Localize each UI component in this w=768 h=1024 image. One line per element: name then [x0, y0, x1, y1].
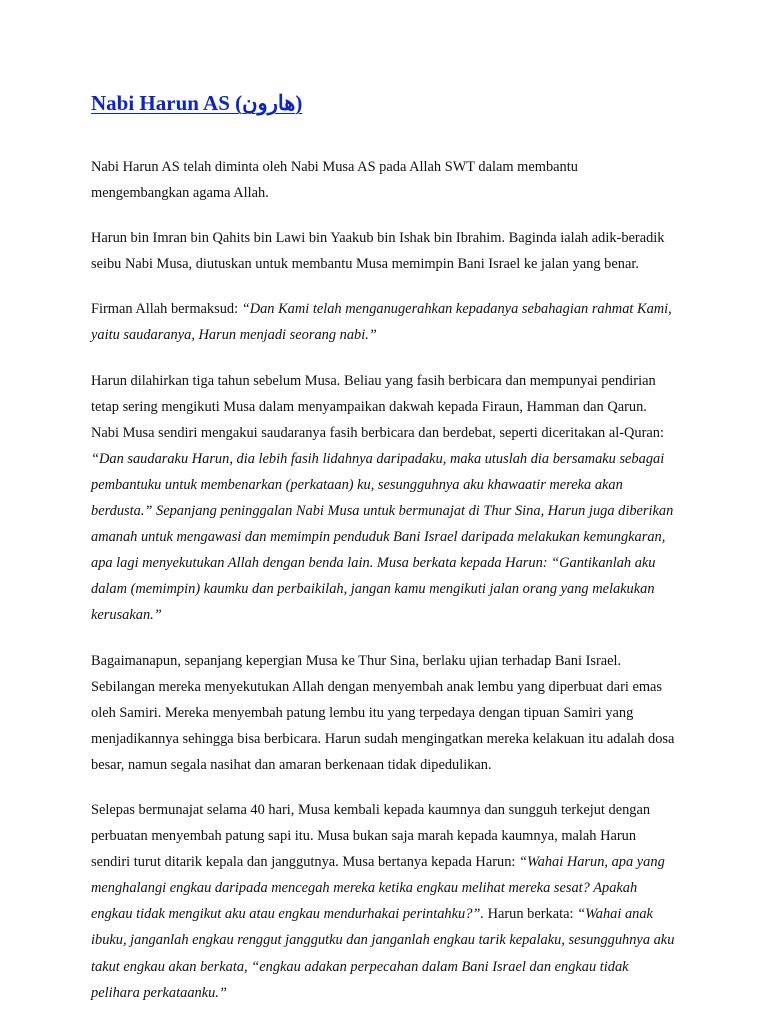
- document-title-link[interactable]: Nabi Harun AS (هارون): [91, 91, 303, 115]
- paragraph-6-text-harun: Harun berkata:: [484, 906, 578, 923]
- paragraph-6-quote-musa: “Wahai Harun, apa yang menghalangi engkau daripada mencegah mereka ketika engkau melihat mereka sesat? Apakah engkau tidak mengikut aku atau engkau mendurhakai perintahku?”.: [91, 854, 665, 923]
- paragraph-2-text: Harun bin Imran bin Qahits bin Lawi bin Yaakub bin Ishak bin Ibrahim. Baginda ialah adik-beradik seibu Nabi Musa, diutuskan untuk membantu Musa memimpin Bani Israel ke jalan yang benar.: [91, 230, 665, 273]
- paragraph-4-quote: “Dan saudaraku Harun, dia lebih fasih lidahnya daripadaku, maka utuslah dia bersamaku sebagai pembantuku untuk membenarkan (perkataan) ku, sesungguhnya aku khawaatir mereka akan berdusta.” Sepanjang peninggalan Nabi Musa untuk bermunajat di Thur Sina, Harun juga diberikan amanah untuk mengawasi dan memimpin penduduk Bani Israel daripada melakukan kemungkaran, apa lagi menyekutukan Allah dengan benda lain. Musa berkata kepada Harun: “Gantikanlah aku dalam (memimpin) kaumku dan perbaikilah, jangan kamu mengikuti jalan orang yang melakukan kerusakan.”: [91, 450, 674, 624]
- paragraph-5-text: Bagaimanapun, sepanjang kepergian Musa ke Thur Sina, berlaku ujian terhadap Bani Israel. Sebilangan mereka menyekutukan Allah dengan menyembah anak lembu yang diperbuat dari emas oleh Samiri. Mereka menyembah patung lembu itu yang terpedaya dengan tipuan Samiri yang menjadikannya sehingga bisa berbicara. Harun sudah mengingatkan mereka kelakuan itu adalah dosa besar, namun segala nasihat dan amaran berkenaan tidak dipedulikan.: [91, 652, 675, 773]
- paragraph-2: [91, 225, 676, 277]
- paragraph-6: [91, 797, 676, 1006]
- paragraph-1: [91, 154, 676, 206]
- paragraph-3-text: Firman Allah bermaksud:: [91, 301, 242, 318]
- paragraph-4: [91, 368, 676, 629]
- paragraph-1-text: Nabi Harun AS telah diminta oleh Nabi Musa AS pada Allah SWT dalam membantu mengembangkan agama Allah.: [91, 159, 578, 202]
- paragraph-6-text: Selepas bermunajat selama 40 hari, Musa kembali kepada kaumnya dan sungguh terkejut dengan perbuatan menyembah patung sapi itu. Musa bukan saja marah kepada kaumnya, malah Harun sendiri turut ditarik kepala dan janggutnya. Musa bertanya kepada Harun:: [91, 801, 651, 871]
- paragraph-6-quote-harun: “Wahai anak ibuku, janganlah engkau renggut janggutku dan janganlah engkau tarik kepalaku, sesungguhnya aku takut engkau akan berkata, “engkau adakan perpecahan dalam Bani Israel dan engkau tidak pelihara perkataanku.”: [91, 906, 675, 1001]
- paragraph-4-text: Harun dilahirkan tiga tahun sebelum Musa. Beliau yang fasih berbicara dan mempunyai pendirian tetap sering mengikuti Musa dalam menyampaikan dakwah kepada Firaun, Hamman dan Qarun. Nabi Musa sendiri mengakui saudaranya fasih berbicara dan berdebat, seperti diceritakan al-Quran:: [91, 372, 664, 441]
- paragraph-3-quote: “Dan Kami telah menganugerahkan kepadanya sebahagian rahmat Kami, yaitu saudaranya, Harun menjadi seorang nabi.”: [91, 301, 672, 344]
- paragraph-3: [91, 296, 676, 348]
- paragraph-5: [91, 648, 676, 778]
